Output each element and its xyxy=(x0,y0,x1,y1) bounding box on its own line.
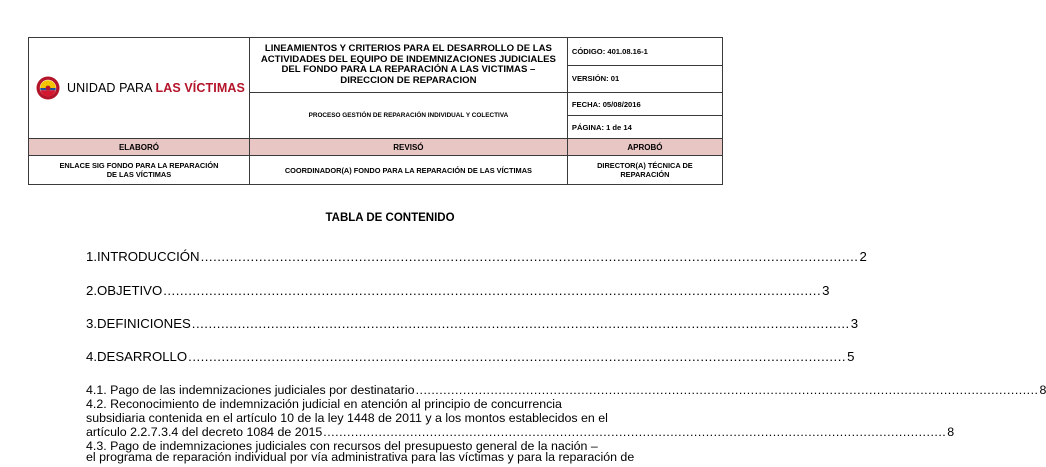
fecha: FECHA: 05/08/2016 xyxy=(567,93,722,116)
role-reviso: REVISÓ xyxy=(249,139,567,156)
logo-cell xyxy=(29,38,250,139)
toc-entry-page: 3 xyxy=(850,316,859,331)
elaboro-line: DE LAS VÍCTIMAS xyxy=(106,170,172,179)
toc-entry-number: 1. xyxy=(86,249,97,264)
dot-leader: .............................................................................................................................................................. xyxy=(415,383,1039,397)
reviso-name: COORDINADOR(A) FONDO PARA LA REPARACIÓN DE LAS VÍCTIMAS xyxy=(249,156,567,185)
toc-sub-4-2-line[interactable]: 4.2. Reconocimiento de indemnización judicial en atención al principio de concurrencia xyxy=(86,397,562,411)
toc-sub-4-3-cut-line xyxy=(86,450,693,467)
toc-title: TABLA DE CONTENIDO xyxy=(325,212,455,224)
title-line: DEL FONDO PARA LA REPARACIÓN A LAS VICTIMAS – xyxy=(281,64,536,75)
colombia-flag-circle-icon xyxy=(36,76,60,100)
toc-entry-label: OBJETIVO xyxy=(97,283,163,298)
toc-entry-number: 4. xyxy=(86,349,97,364)
dot-leader: .............................................................................................................................................................. xyxy=(163,283,822,298)
logo-text: UNIDAD PARA LAS VÍCTIMAS xyxy=(67,81,245,95)
toc-entry-number: 2. xyxy=(86,283,97,298)
aprobo-name xyxy=(567,156,722,185)
toc-sub-page: 8 xyxy=(947,425,955,439)
toc-sub-4-2-line[interactable]: subsidiaria contenida en el artículo 10 de la ley 1448 de 2011 y a los montos establecidos en el xyxy=(86,411,608,425)
process-name: PROCESO GESTIÓN DE REPARACIÓN INDIVIDUAL Y COLECTIVA xyxy=(249,93,567,139)
toc-entry-introduccion[interactable] xyxy=(86,249,867,264)
toc-sub-page: 8 xyxy=(1039,383,1046,397)
title-line: LINEAMIENTOS Y CRITERIOS PARA EL DESARROLLO DE LAS xyxy=(264,43,552,54)
toc-sub-label: artículo 2.2.7.3.4 del decreto 1084 de 2015 xyxy=(86,425,323,439)
toc-sub-4-1[interactable] xyxy=(86,383,1046,397)
toc-entry-page: 5 xyxy=(847,349,855,364)
aprobo-line: DIRECTOR(A) TÉCNICA DE xyxy=(597,161,693,170)
pagina: PÁGINA: 1 de 14 xyxy=(567,116,722,139)
toc-entry-label: INTRODUCCIÓN xyxy=(97,249,200,264)
codigo: CÓDIGO: 401.08.16-1 xyxy=(567,38,722,66)
document-header-table xyxy=(28,37,723,185)
aprobo-line: REPARACIÓN xyxy=(620,170,670,179)
version: VERSIÓN: 01 xyxy=(567,65,722,93)
toc-subsections xyxy=(86,383,1046,453)
dot-leader: .............................................................................................................................................................. xyxy=(191,316,850,331)
toc-entry-number: 3. xyxy=(86,316,97,331)
dot-leader: .............................................................................................................................................................. xyxy=(188,349,847,364)
toc-entry-label: DEFINICIONES xyxy=(97,316,191,331)
toc-entry-label: DESARROLLO xyxy=(97,349,188,364)
toc-sub-4-3-line[interactable]: 4.3. Pago de indemnizaciones judiciales con recursos del presupuesto general de la nación – xyxy=(86,439,598,453)
toc-sub-4-2-line[interactable] xyxy=(86,425,955,439)
toc-entry-page: 2 xyxy=(859,249,867,264)
dot-leader: .............................................................................................................................................................. xyxy=(323,425,947,439)
toc-entry-objetivo[interactable] xyxy=(86,283,830,298)
toc-sub-label: 4.1. Pago de las indemnizaciones judiciales por destinatario xyxy=(86,383,415,397)
role-aprobo: APROBÓ xyxy=(567,139,722,156)
toc-entry-definiciones[interactable] xyxy=(86,316,859,331)
document-title xyxy=(249,38,567,93)
toc-entry-page: 3 xyxy=(822,283,830,298)
role-elaboro: ELABORÓ xyxy=(29,139,250,156)
elaboro-line: ENLACE SIG FONDO PARA LA REPARACIÓN xyxy=(59,161,219,170)
dot-leader: .............................................................................................................................................................. xyxy=(200,249,859,264)
toc-entry-desarrollo[interactable] xyxy=(86,349,855,364)
toc-sub-4-3-line: el programa de reparación individual por vía administrativa para las víctimas y para la reparación de xyxy=(86,450,635,464)
title-line: ACTIVIDADES DEL EQUIPO DE INDEMNIZACIONES JUDICIALES xyxy=(260,53,556,65)
elaboro-name xyxy=(29,156,250,185)
unidad-victimas-logo xyxy=(33,76,245,100)
title-line: DIRECCION DE REPARACION xyxy=(340,74,477,86)
